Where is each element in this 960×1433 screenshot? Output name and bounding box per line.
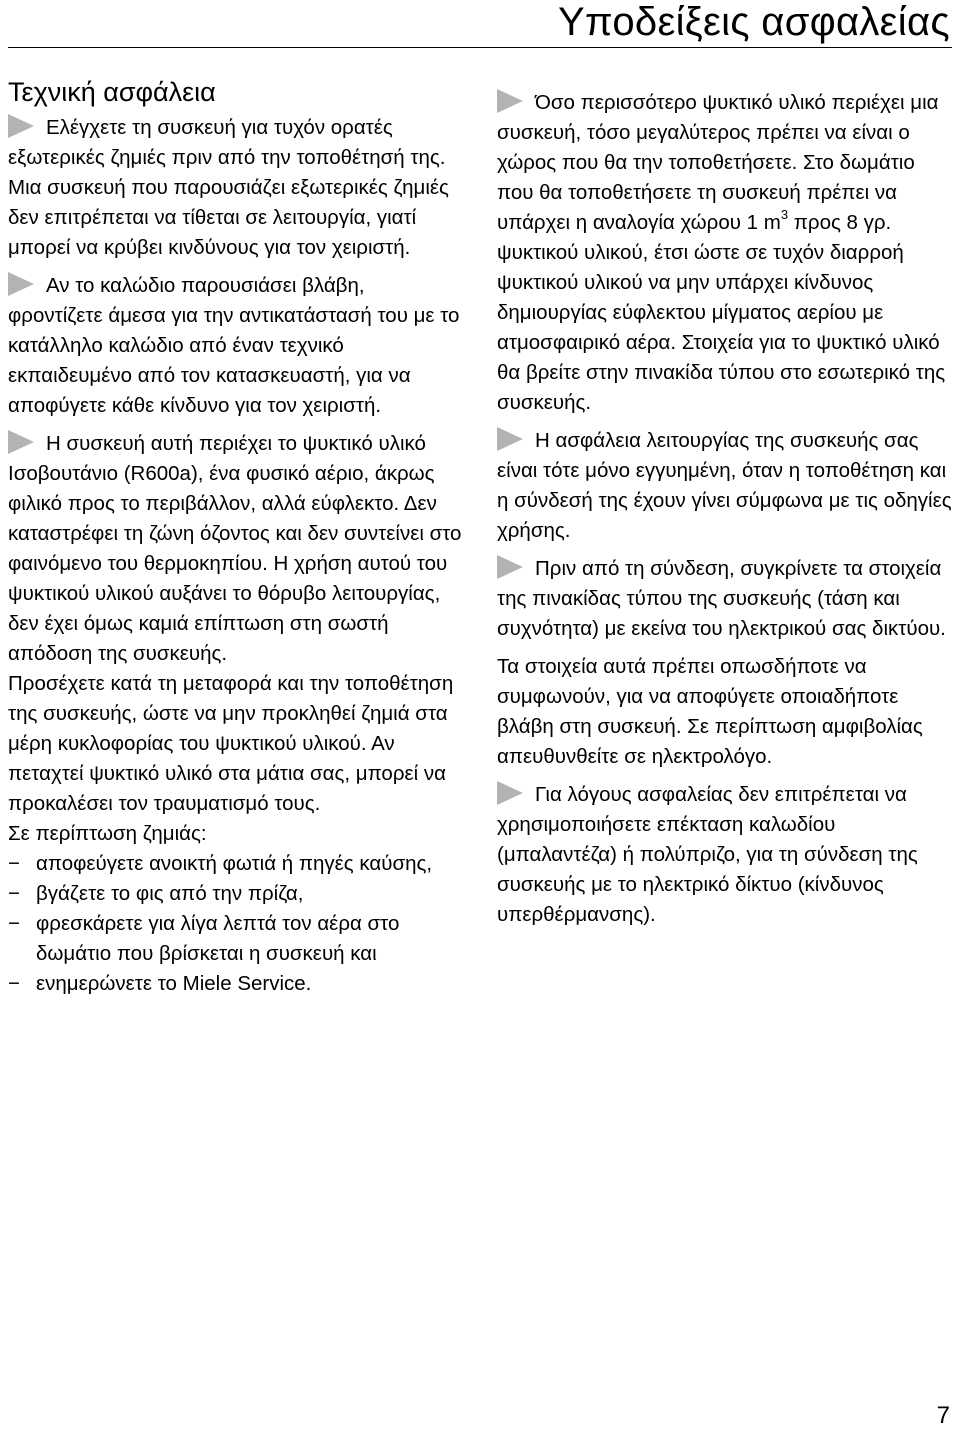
paragraph-text: Η ασφάλεια λειτουργίας της συσκευής σας είναι τότε μόνο εγγυημένη, όταν η τοποθέτηση και η σύνδεσή της έχουν γίνει σύμφωνα με τις οδηγίες χρήσης. bbox=[497, 429, 952, 542]
paragraph-text: Η συσκευή αυτή περιέχει το ψυκτικό υλικό Ισοβουτάνιο (R600a), ένα φυσικό αέριο, άκρως φιλικό προς το περιβάλλον, αλλά εύφλεκτο. Δεν καταστρέφει τη ζώνη όζοντος και δεν συντείνει στο φαινόμενο του θερμοκηπίου. Η χρήση αυτού του ψυκτικού υλικού αυξάνει το θόρυβο λειτουργίας, δεν έχει όμως καμιά επίπτωση στη σωστή απόδοση της συσκευής. bbox=[8, 432, 462, 665]
paragraph-compare-rating bbox=[497, 554, 952, 644]
paragraph-room-size bbox=[497, 88, 952, 418]
paragraph-no-extension-cable bbox=[497, 780, 952, 930]
paragraph-cable-damage bbox=[8, 271, 463, 421]
arrow-bullet-icon bbox=[8, 114, 34, 138]
paragraph-text: Πριν από τη σύνδεση, συγκρίνετε τα στοιχεία της πινακίδας τύπου της συσκευής (τάση και συχνότητα) με εκείνα του ηλεκτρικού σας δικτύου. bbox=[497, 557, 946, 640]
dash-marker: − bbox=[8, 972, 20, 995]
page-number: 7 bbox=[936, 1402, 950, 1429]
paragraph-operational-safety bbox=[497, 426, 952, 546]
paragraph-damaged-appliance: Μια συσκευή που παρουσιάζει εξωτερικές ζημιές δεν επιτρέπεται να τίθεται σε λειτουργία, γιατί μπορεί να κρύβει κινδύνους για τον χειριστή. bbox=[8, 176, 449, 259]
paragraph-must-match: Τα στοιχεία αυτά πρέπει οπωσδήποτε να συμφωνούν, για να αποφύγετε οποιαδήποτε βλάβη στη συσκευή. Σε περίπτωση αμφιβολίας απευθυνθείτε σε ηλεκτρολόγο. bbox=[497, 655, 923, 768]
superscript-cubic: 3 bbox=[780, 207, 789, 222]
left-column bbox=[8, 75, 463, 999]
dash-marker: − bbox=[8, 882, 20, 905]
arrow-bullet-icon bbox=[497, 89, 523, 113]
arrow-bullet-icon bbox=[497, 555, 523, 579]
arrow-bullet-icon bbox=[8, 430, 34, 454]
list-item: − ενημερώνετε το Miele Service. bbox=[8, 969, 463, 999]
paragraph-transport-care: Προσέχετε κατά τη μεταφορά και την τοποθέτηση της συσκευής, ώστε να μην προκληθεί ζημιά στα μέρη κυκλοφορίας του ψυκτικού υλικού. Αν πεταχτεί ψυκτικό υλικό στα μάτια σας, μπορεί να προκαλέσει τον τραυματισμό τους. bbox=[8, 672, 454, 815]
paragraph-visual-check bbox=[8, 113, 463, 173]
paragraph-text: Όσο περισσότερο ψυκτικό υλικό περιέχει μια συσκευή, τόσο μεγαλύτερος πρέπει να είναι ο χώρος που θα την τοποθετήσετε. Στο δωμάτιο που θα τοποθετήσετε τη συσκευή πρέπει να υπάρχει η αναλογία χώρου 1 m bbox=[497, 91, 939, 234]
paragraph-damage-intro: Σε περίπτωση ζημιάς: bbox=[8, 822, 207, 845]
page-header-title: Υποδείξεις ασφαλείας bbox=[558, 0, 950, 44]
dash-marker: − bbox=[8, 912, 20, 935]
header-divider bbox=[8, 47, 952, 48]
paragraph-text: Για λόγους ασφαλείας δεν επιτρέπεται να χρησιμοποιήσετε επέκταση καλωδίου (μπαλαντέζα) ή πολύπριζο, για τη σύνδεση της συσκευής με το ηλεκτρικό δίκτυο (κίνδυνος υπερθέρμανσης). bbox=[497, 783, 918, 926]
arrow-bullet-icon bbox=[8, 272, 34, 296]
damage-instructions-list bbox=[8, 849, 463, 999]
paragraph-refrigerant bbox=[8, 429, 463, 669]
arrow-bullet-icon bbox=[497, 427, 523, 451]
list-item: − βγάζετε το φις από την πρίζα, bbox=[8, 879, 463, 909]
list-item: − φρεσκάρετε για λίγα λεπτά τον αέρα στο δωμάτιο που βρίσκεται η συσκευή και bbox=[8, 909, 463, 969]
list-item: − αποφεύγετε ανοικτή φωτιά ή πηγές καύσης, bbox=[8, 849, 463, 879]
dash-marker: − bbox=[8, 852, 20, 875]
paragraph-text: Ελέγχετε τη συσκευή για τυχόν ορατές εξωτερικές ζημιές πριν από την τοποθέτησή της. bbox=[8, 116, 446, 169]
paragraph-text: Αν το καλώδιο παρουσιάσει βλάβη, φροντίζετε άμεσα για την αντικατάστασή του με το κατάλληλο καλώδιο από έναν τεχνικό εκπαιδευμένο από τον κατασκευαστή, για να αποφύγετε κάθε κίνδυνο για τον χειριστή. bbox=[8, 274, 460, 417]
paragraph-text: προς 8 γρ. ψυκτικού υλικού, έτσι ώστε σε τυχόν διαρροή ψυκτικού υλικού να μην υπάρχει κίνδυνος δημιουργίας εύφλεκτου μίγματος αερίου με ατμοσφαιρικό αέρα. Στοιχεία για το ψυκτικό υλικό θα βρείτε στην πινακίδα τύπου στο εσωτερικό της συσκευής. bbox=[497, 211, 946, 414]
right-column bbox=[497, 88, 952, 938]
section-heading: Τεχνική ασφάλεια bbox=[8, 77, 216, 107]
arrow-bullet-icon bbox=[497, 781, 523, 805]
